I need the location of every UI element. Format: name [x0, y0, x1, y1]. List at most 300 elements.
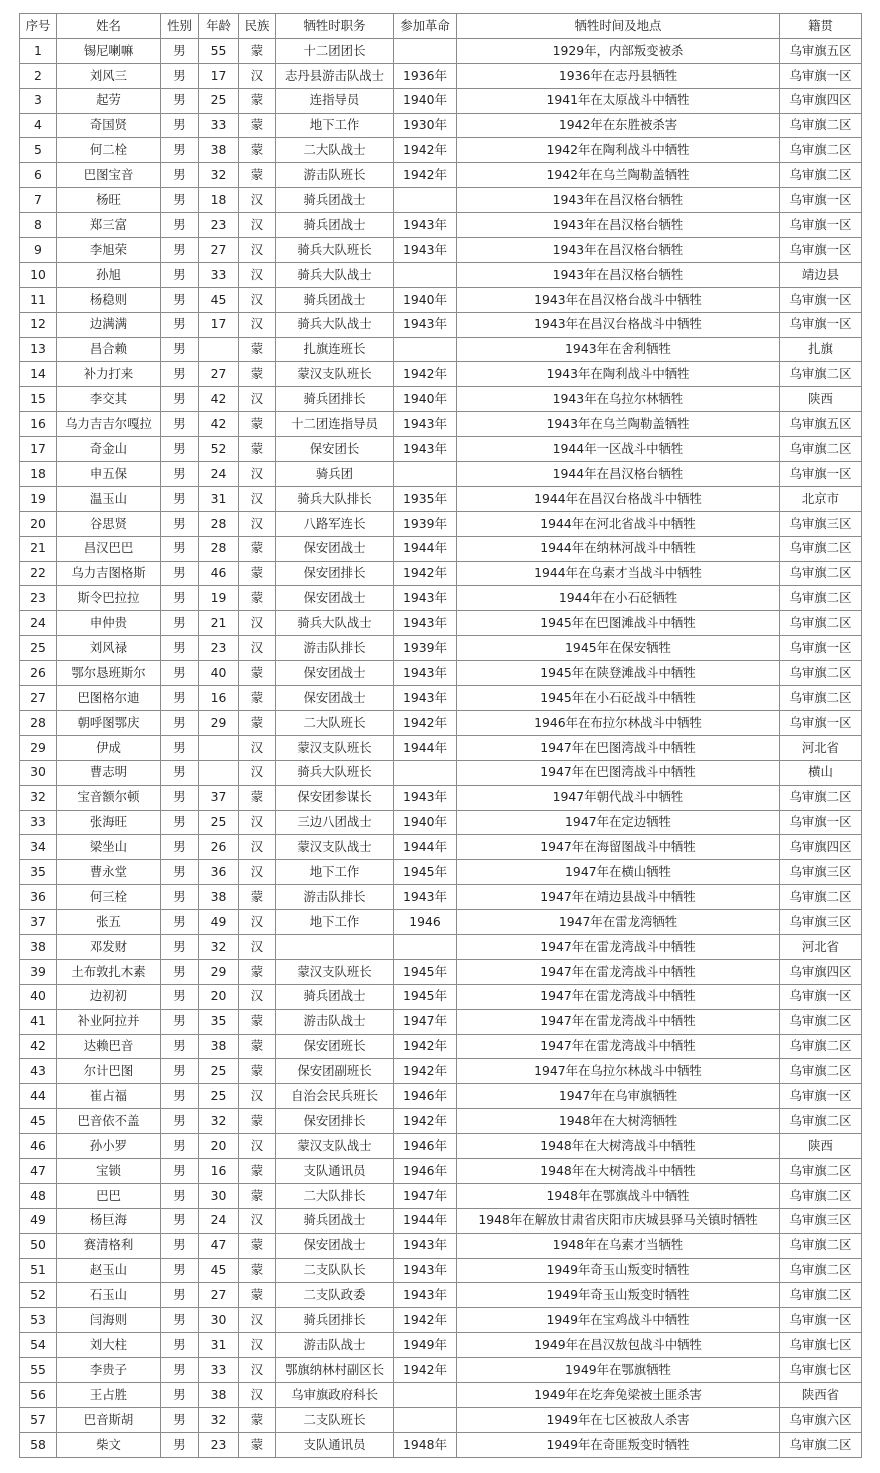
- cell-native-place: 乌审旗四区: [780, 959, 862, 984]
- cell-native-place: 陕西: [780, 1134, 862, 1159]
- header-gender: 性别: [161, 14, 199, 39]
- cell-time-place: 1942年在陶利战斗中牺牲: [457, 138, 780, 163]
- cell-joined: [394, 38, 457, 63]
- cell-name: 李旭荣: [57, 238, 161, 263]
- cell-name: 刘风三: [57, 63, 161, 88]
- cell-ethnicity: 汉: [239, 735, 276, 760]
- cell-age: 20: [199, 1134, 239, 1159]
- cell-position: 连指导员: [276, 88, 394, 113]
- cell-native-place: 乌审旗二区: [780, 1059, 862, 1084]
- cell-index: 38: [20, 934, 57, 959]
- cell-ethnicity: 汉: [239, 213, 276, 238]
- cell-joined: 1943年: [394, 238, 457, 263]
- cell-position: 二大队排长: [276, 1183, 394, 1208]
- cell-age: 38: [199, 1034, 239, 1059]
- table-row: [20, 1407, 862, 1432]
- cell-name: 申五保: [57, 462, 161, 487]
- header-age: 年龄: [199, 14, 239, 39]
- cell-ethnicity: 蒙: [239, 88, 276, 113]
- cell-name: 申仲贵: [57, 611, 161, 636]
- cell-name: 王占胜: [57, 1382, 161, 1407]
- cell-age: 42: [199, 412, 239, 437]
- cell-ethnicity: 蒙: [239, 561, 276, 586]
- cell-time-place: 1944年一区战斗中牺牲: [457, 437, 780, 462]
- table-row: [20, 262, 862, 287]
- cell-gender: 男: [161, 810, 199, 835]
- cell-index: 35: [20, 860, 57, 885]
- cell-ethnicity: 汉: [239, 511, 276, 536]
- cell-native-place: 乌审旗一区: [780, 462, 862, 487]
- cell-native-place: 乌审旗一区: [780, 213, 862, 238]
- cell-name: 补业阿拉并: [57, 1009, 161, 1034]
- cell-position: 三边八团战士: [276, 810, 394, 835]
- cell-ethnicity: 蒙: [239, 1158, 276, 1183]
- cell-name: 温玉山: [57, 486, 161, 511]
- cell-ethnicity: 蒙: [239, 1109, 276, 1134]
- table-row: [20, 1059, 862, 1084]
- cell-native-place: 乌审旗二区: [780, 113, 862, 138]
- cell-age: 33: [199, 262, 239, 287]
- cell-age: 36: [199, 860, 239, 885]
- cell-time-place: 1947年在巴图湾战斗中牺牲: [457, 760, 780, 785]
- cell-index: 5: [20, 138, 57, 163]
- cell-position: 游击队排长: [276, 636, 394, 661]
- table-row: [20, 213, 862, 238]
- cell-joined: 1942年: [394, 1358, 457, 1383]
- cell-gender: 男: [161, 561, 199, 586]
- cell-native-place: 横山: [780, 760, 862, 785]
- cell-joined: [394, 934, 457, 959]
- cell-position: 支队通讯员: [276, 1432, 394, 1457]
- cell-ethnicity: 汉: [239, 760, 276, 785]
- cell-joined: 1942年: [394, 1308, 457, 1333]
- cell-gender: 男: [161, 586, 199, 611]
- cell-ethnicity: 蒙: [239, 1009, 276, 1034]
- cell-time-place: 1943年在昌汉格台牺牲: [457, 213, 780, 238]
- cell-index: 1: [20, 38, 57, 63]
- cell-native-place: 乌审旗二区: [780, 885, 862, 910]
- cell-name: 孙小罗: [57, 1134, 161, 1159]
- cell-name: 刘大柱: [57, 1333, 161, 1358]
- cell-index: 4: [20, 113, 57, 138]
- cell-age: 21: [199, 611, 239, 636]
- cell-age: 25: [199, 810, 239, 835]
- table-row: [20, 312, 862, 337]
- cell-ethnicity: 汉: [239, 1382, 276, 1407]
- table-row: [20, 536, 862, 561]
- cell-native-place: 乌审旗一区: [780, 810, 862, 835]
- cell-ethnicity: 蒙: [239, 1183, 276, 1208]
- table-row: [20, 860, 862, 885]
- cell-gender: 男: [161, 1358, 199, 1383]
- cell-position: 保安团战士: [276, 661, 394, 686]
- cell-ethnicity: 蒙: [239, 536, 276, 561]
- header-time-place: 牺牲时间及地点: [457, 14, 780, 39]
- cell-index: 12: [20, 312, 57, 337]
- cell-time-place: 1948年在大树湾战斗中牺牲: [457, 1158, 780, 1183]
- cell-native-place: 乌审旗六区: [780, 1407, 862, 1432]
- table-row: [20, 462, 862, 487]
- cell-position: 游击队战士: [276, 1333, 394, 1358]
- cell-name: 柴文: [57, 1432, 161, 1457]
- cell-ethnicity: 蒙: [239, 959, 276, 984]
- cell-age: 38: [199, 1382, 239, 1407]
- cell-joined: [394, 1382, 457, 1407]
- table-row: [20, 287, 862, 312]
- cell-gender: 男: [161, 1084, 199, 1109]
- cell-name: 巴图宝音: [57, 163, 161, 188]
- cell-time-place: 1942年在东胜被杀害: [457, 113, 780, 138]
- cell-time-place: 1949年奇玉山叛变时牺牲: [457, 1283, 780, 1308]
- cell-joined: 1939年: [394, 636, 457, 661]
- cell-native-place: 乌审旗二区: [780, 1034, 862, 1059]
- cell-gender: 男: [161, 710, 199, 735]
- cell-joined: 1947年: [394, 1183, 457, 1208]
- cell-time-place: 1947年在雷龙湾战斗中牺牲: [457, 959, 780, 984]
- cell-joined: 1944年: [394, 835, 457, 860]
- cell-age: 17: [199, 312, 239, 337]
- cell-name: 赵玉山: [57, 1258, 161, 1283]
- cell-ethnicity: 汉: [239, 63, 276, 88]
- cell-index: 43: [20, 1059, 57, 1084]
- cell-joined: 1949年: [394, 1333, 457, 1358]
- cell-time-place: 1945年在保安牺牲: [457, 636, 780, 661]
- cell-ethnicity: 汉: [239, 188, 276, 213]
- cell-name: 李交其: [57, 387, 161, 412]
- cell-native-place: 河北省: [780, 735, 862, 760]
- cell-time-place: 1936年在志丹县牺牲: [457, 63, 780, 88]
- cell-native-place: 乌审旗一区: [780, 636, 862, 661]
- cell-time-place: 1949年在奇匪叛变时牺牲: [457, 1432, 780, 1457]
- cell-age: 27: [199, 1283, 239, 1308]
- cell-position: 保安团长: [276, 437, 394, 462]
- cell-age: 33: [199, 1358, 239, 1383]
- cell-gender: 男: [161, 337, 199, 362]
- table-row: [20, 1382, 862, 1407]
- cell-native-place: 乌审旗一区: [780, 238, 862, 263]
- cell-native-place: 乌审旗二区: [780, 163, 862, 188]
- table-row: [20, 163, 862, 188]
- cell-native-place: 乌审旗二区: [780, 362, 862, 387]
- cell-ethnicity: 蒙: [239, 785, 276, 810]
- table-row: [20, 735, 862, 760]
- cell-position: 十二团连指导员: [276, 412, 394, 437]
- cell-time-place: 1948年在解放甘肃省庆阳市庆城县驿马关镇时牺牲: [457, 1208, 780, 1233]
- cell-gender: 男: [161, 636, 199, 661]
- cell-index: 19: [20, 486, 57, 511]
- cell-position: 保安团参谋长: [276, 785, 394, 810]
- cell-position: 骑兵团战士: [276, 984, 394, 1009]
- table-row: [20, 686, 862, 711]
- cell-age: 32: [199, 1407, 239, 1432]
- table-row: [20, 387, 862, 412]
- cell-joined: [394, 462, 457, 487]
- table-row: [20, 1183, 862, 1208]
- cell-gender: 男: [161, 661, 199, 686]
- cell-ethnicity: 汉: [239, 1308, 276, 1333]
- cell-time-place: 1947年在乌拉尔林战斗中牺牲: [457, 1059, 780, 1084]
- table-row: [20, 188, 862, 213]
- cell-time-place: 1943年在昌汉格台牺牲: [457, 188, 780, 213]
- cell-native-place: 乌审旗五区: [780, 38, 862, 63]
- cell-name: 边初初: [57, 984, 161, 1009]
- cell-index: 41: [20, 1009, 57, 1034]
- cell-name: 何二栓: [57, 138, 161, 163]
- cell-time-place: 1943年在昌汉台格战斗中牺牲: [457, 312, 780, 337]
- cell-native-place: 乌审旗一区: [780, 287, 862, 312]
- cell-name: 锡尼喇嘛: [57, 38, 161, 63]
- cell-gender: 男: [161, 735, 199, 760]
- cell-ethnicity: 蒙: [239, 1059, 276, 1084]
- cell-name: 宝音额尔顿: [57, 785, 161, 810]
- cell-position: 骑兵大队战士: [276, 312, 394, 337]
- cell-index: 32: [20, 785, 57, 810]
- cell-name: 朝呼图鄂庆: [57, 710, 161, 735]
- cell-ethnicity: 蒙: [239, 113, 276, 138]
- cell-joined: 1943年: [394, 437, 457, 462]
- cell-name: 巴巴: [57, 1183, 161, 1208]
- cell-name: 昌汉巴巴: [57, 536, 161, 561]
- cell-gender: 男: [161, 113, 199, 138]
- cell-ethnicity: 蒙: [239, 686, 276, 711]
- cell-index: 34: [20, 835, 57, 860]
- cell-position: 骑兵大队班长: [276, 760, 394, 785]
- cell-name: 邓发财: [57, 934, 161, 959]
- table-row: [20, 1109, 862, 1134]
- cell-ethnicity: 汉: [239, 1333, 276, 1358]
- cell-age: 17: [199, 63, 239, 88]
- cell-ethnicity: 汉: [239, 611, 276, 636]
- cell-index: 16: [20, 412, 57, 437]
- cell-position: 保安团副班长: [276, 1059, 394, 1084]
- cell-gender: 男: [161, 934, 199, 959]
- cell-joined: 1942年: [394, 710, 457, 735]
- cell-ethnicity: 蒙: [239, 885, 276, 910]
- cell-age: 38: [199, 138, 239, 163]
- cell-index: 7: [20, 188, 57, 213]
- cell-position: 自治会民兵班长: [276, 1084, 394, 1109]
- cell-joined: [394, 262, 457, 287]
- cell-position: 保安团战士: [276, 586, 394, 611]
- cell-index: 53: [20, 1308, 57, 1333]
- cell-name: 孙旭: [57, 262, 161, 287]
- cell-index: 27: [20, 686, 57, 711]
- cell-gender: 男: [161, 462, 199, 487]
- cell-name: 伊成: [57, 735, 161, 760]
- header-row: [20, 14, 862, 39]
- table-row: [20, 1233, 862, 1258]
- cell-age: 55: [199, 38, 239, 63]
- cell-ethnicity: 汉: [239, 810, 276, 835]
- cell-joined: 1942年: [394, 561, 457, 586]
- cell-position: 地下工作: [276, 860, 394, 885]
- cell-native-place: 乌审旗二区: [780, 536, 862, 561]
- cell-ethnicity: 汉: [239, 262, 276, 287]
- cell-ethnicity: 蒙: [239, 586, 276, 611]
- cell-gender: 男: [161, 262, 199, 287]
- cell-index: 22: [20, 561, 57, 586]
- cell-ethnicity: 汉: [239, 984, 276, 1009]
- cell-joined: 1944年: [394, 735, 457, 760]
- cell-gender: 男: [161, 1034, 199, 1059]
- cell-time-place: 1948年在大树湾战斗中牺牲: [457, 1134, 780, 1159]
- cell-time-place: 1942年在乌兰陶勒盖牺牲: [457, 163, 780, 188]
- cell-joined: 1940年: [394, 287, 457, 312]
- cell-position: [276, 934, 394, 959]
- cell-time-place: 1947年在巴图湾战斗中牺牲: [457, 735, 780, 760]
- cell-native-place: 乌审旗二区: [780, 1183, 862, 1208]
- cell-index: 46: [20, 1134, 57, 1159]
- cell-position: 地下工作: [276, 910, 394, 935]
- cell-time-place: 1948年在鄂旗战斗中牺牲: [457, 1183, 780, 1208]
- cell-index: 30: [20, 760, 57, 785]
- cell-time-place: 1929年，内部叛变被杀: [457, 38, 780, 63]
- cell-joined: 1935年: [394, 486, 457, 511]
- table-row: [20, 1283, 862, 1308]
- cell-joined: 1942年: [394, 362, 457, 387]
- cell-ethnicity: 汉: [239, 486, 276, 511]
- cell-position: 骑兵团: [276, 462, 394, 487]
- cell-time-place: 1949年奇玉山叛变时牺牲: [457, 1258, 780, 1283]
- cell-age: 16: [199, 686, 239, 711]
- cell-native-place: 乌审旗一区: [780, 188, 862, 213]
- cell-position: 八路军连长: [276, 511, 394, 536]
- table-row: [20, 885, 862, 910]
- cell-position: 骑兵大队排长: [276, 486, 394, 511]
- cell-time-place: 1947年在横山牺牲: [457, 860, 780, 885]
- cell-index: 56: [20, 1382, 57, 1407]
- cell-native-place: 河北省: [780, 934, 862, 959]
- cell-gender: 男: [161, 1308, 199, 1333]
- cell-native-place: 乌审旗二区: [780, 437, 862, 462]
- cell-native-place: 乌审旗二区: [780, 1283, 862, 1308]
- cell-age: 27: [199, 362, 239, 387]
- cell-age: 20: [199, 984, 239, 1009]
- cell-age: 23: [199, 1432, 239, 1457]
- cell-joined: 1942年: [394, 1059, 457, 1084]
- cell-gender: 男: [161, 1233, 199, 1258]
- cell-index: 14: [20, 362, 57, 387]
- cell-position: 骑兵团战士: [276, 213, 394, 238]
- cell-joined: 1943年: [394, 1233, 457, 1258]
- cell-joined: 1943年: [394, 785, 457, 810]
- cell-ethnicity: 蒙: [239, 1432, 276, 1457]
- cell-position: 骑兵团战士: [276, 287, 394, 312]
- cell-name: 斯令巴拉拉: [57, 586, 161, 611]
- table-row: [20, 1258, 862, 1283]
- cell-position: 保安团战士: [276, 686, 394, 711]
- cell-position: 二大队战士: [276, 138, 394, 163]
- cell-age: 46: [199, 561, 239, 586]
- martyr-roster-table: [19, 13, 862, 1458]
- cell-gender: 男: [161, 213, 199, 238]
- cell-name: 刘风禄: [57, 636, 161, 661]
- cell-age: 27: [199, 238, 239, 263]
- cell-gender: 男: [161, 1059, 199, 1084]
- cell-position: 游击队班长: [276, 163, 394, 188]
- cell-time-place: 1948年在乌素才当牺牲: [457, 1233, 780, 1258]
- cell-time-place: 1944年在乌素才当战斗中牺牲: [457, 561, 780, 586]
- cell-age: 30: [199, 1308, 239, 1333]
- table-row: [20, 810, 862, 835]
- table-row: [20, 1308, 862, 1333]
- cell-age: 29: [199, 710, 239, 735]
- cell-index: 49: [20, 1208, 57, 1233]
- cell-name: 巴图格尔迪: [57, 686, 161, 711]
- cell-time-place: 1943年在陶利战斗中牺牲: [457, 362, 780, 387]
- table-row: [20, 437, 862, 462]
- table-row: [20, 835, 862, 860]
- cell-name: 奇国贤: [57, 113, 161, 138]
- cell-joined: 1948年: [394, 1432, 457, 1457]
- cell-name: 谷思贤: [57, 511, 161, 536]
- cell-age: 26: [199, 835, 239, 860]
- cell-joined: 1942年: [394, 138, 457, 163]
- cell-gender: 男: [161, 984, 199, 1009]
- cell-age: 47: [199, 1233, 239, 1258]
- cell-joined: 1940年: [394, 88, 457, 113]
- cell-age: 19: [199, 586, 239, 611]
- cell-position: 蒙汉支队班长: [276, 735, 394, 760]
- cell-ethnicity: 汉: [239, 312, 276, 337]
- cell-native-place: 乌审旗二区: [780, 785, 862, 810]
- cell-native-place: 乌审旗七区: [780, 1333, 862, 1358]
- cell-position: 支队通讯员: [276, 1158, 394, 1183]
- table-body: [20, 38, 862, 1457]
- cell-native-place: 乌审旗二区: [780, 586, 862, 611]
- cell-position: 扎旗连班长: [276, 337, 394, 362]
- cell-position: 保安团战士: [276, 536, 394, 561]
- cell-time-place: 1947年在雷龙湾战斗中牺牲: [457, 934, 780, 959]
- cell-native-place: 乌审旗五区: [780, 412, 862, 437]
- cell-native-place: 乌审旗三区: [780, 511, 862, 536]
- cell-ethnicity: 汉: [239, 934, 276, 959]
- cell-name: 昌合赖: [57, 337, 161, 362]
- cell-native-place: 乌审旗二区: [780, 686, 862, 711]
- cell-index: 42: [20, 1034, 57, 1059]
- cell-index: 50: [20, 1233, 57, 1258]
- cell-index: 24: [20, 611, 57, 636]
- cell-joined: 1946年: [394, 1084, 457, 1109]
- cell-native-place: 乌审旗二区: [780, 1258, 862, 1283]
- cell-name: 乌力吉图格斯: [57, 561, 161, 586]
- cell-gender: 男: [161, 1134, 199, 1159]
- cell-position: 保安团战士: [276, 1233, 394, 1258]
- table-row: [20, 785, 862, 810]
- cell-time-place: 1947年在雷龙湾战斗中牺牲: [457, 1009, 780, 1034]
- cell-index: 58: [20, 1432, 57, 1457]
- cell-gender: 男: [161, 387, 199, 412]
- cell-gender: 男: [161, 1333, 199, 1358]
- cell-gender: 男: [161, 611, 199, 636]
- cell-position: 志丹县游击队战士: [276, 63, 394, 88]
- cell-position: 骑兵团排长: [276, 387, 394, 412]
- table-row: [20, 337, 862, 362]
- cell-index: 13: [20, 337, 57, 362]
- cell-gender: 男: [161, 1158, 199, 1183]
- cell-gender: 男: [161, 486, 199, 511]
- cell-gender: 男: [161, 1208, 199, 1233]
- cell-index: 26: [20, 661, 57, 686]
- cell-index: 39: [20, 959, 57, 984]
- cell-ethnicity: 汉: [239, 1358, 276, 1383]
- cell-index: 29: [20, 735, 57, 760]
- table-row: [20, 362, 862, 387]
- cell-ethnicity: 蒙: [239, 1034, 276, 1059]
- table-row: [20, 661, 862, 686]
- cell-ethnicity: 蒙: [239, 138, 276, 163]
- cell-joined: [394, 188, 457, 213]
